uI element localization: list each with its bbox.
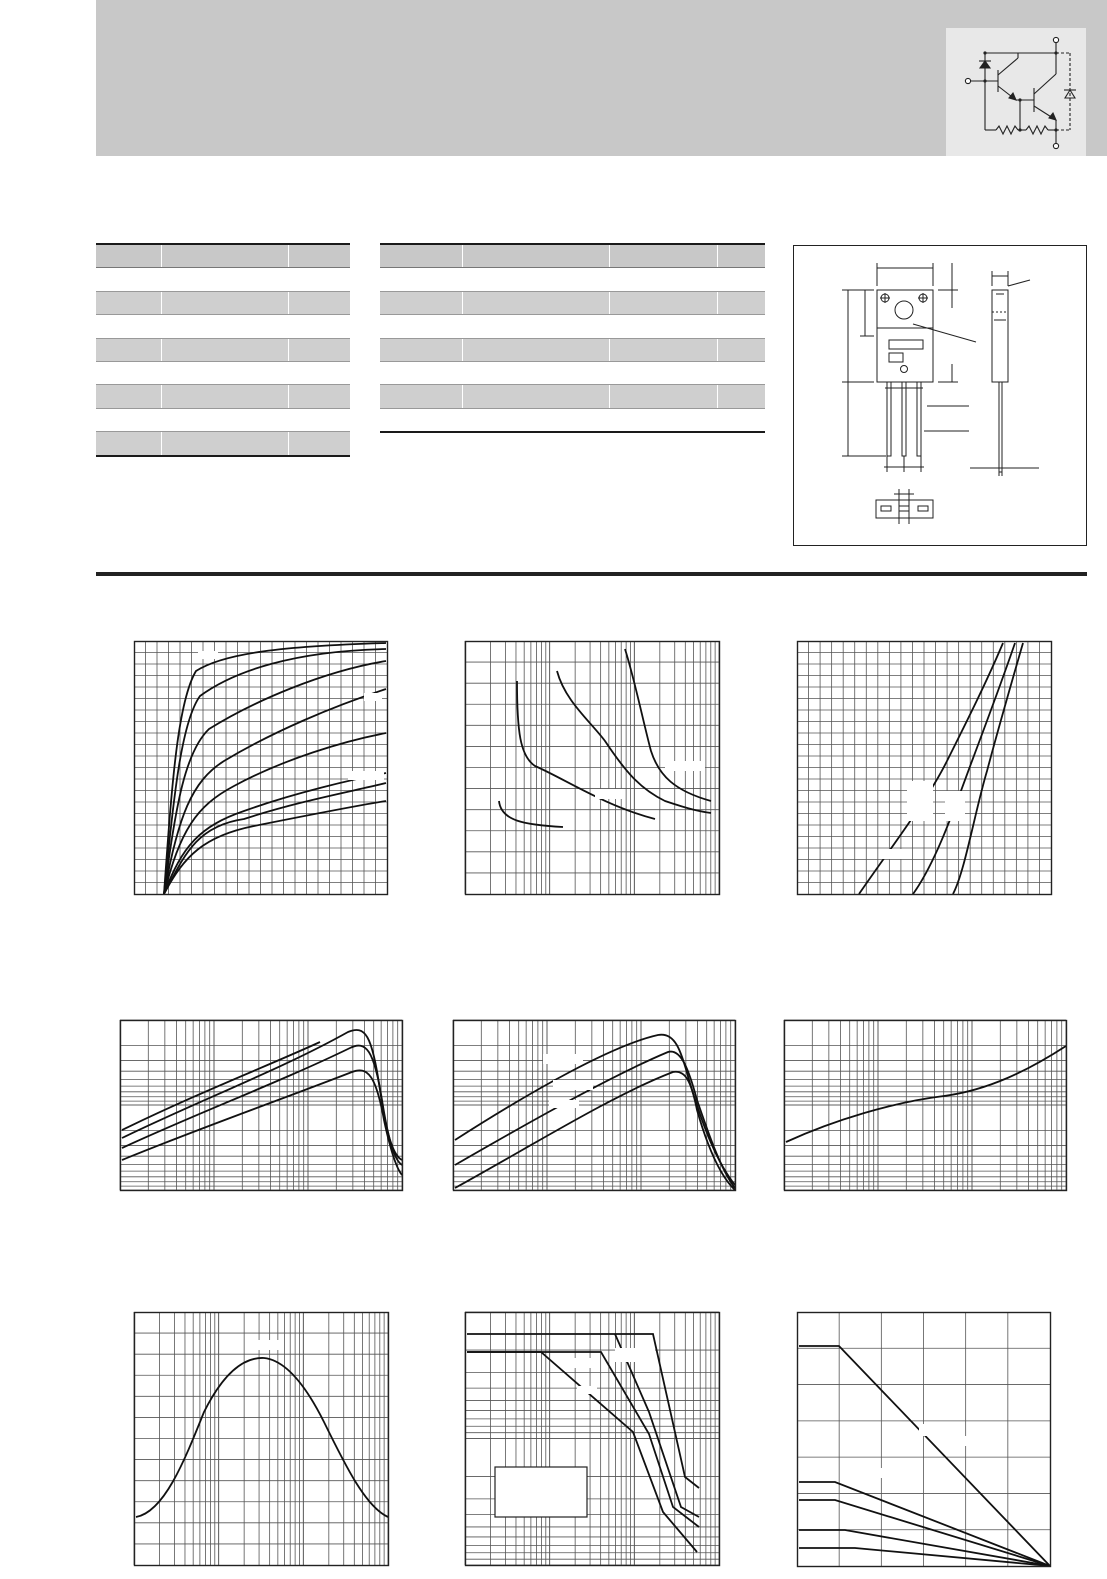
chart-6-frame bbox=[785, 1021, 1067, 1191]
chart-9-curves bbox=[799, 1346, 1050, 1566]
chart-5-curves bbox=[455, 1035, 735, 1190]
chart-9-label-gap bbox=[855, 1468, 893, 1478]
chart-5-label-gap bbox=[553, 1080, 593, 1090]
chart-9-curve bbox=[799, 1482, 1050, 1566]
chart-9-curve bbox=[799, 1500, 1050, 1566]
characteristics-table bbox=[380, 243, 765, 433]
chart-6 bbox=[784, 1020, 1067, 1191]
chart-8-curve bbox=[467, 1334, 699, 1488]
chart-5-label-gap bbox=[549, 1100, 579, 1108]
chart-5-label-gap bbox=[543, 1054, 583, 1064]
chart-4-curve bbox=[122, 1030, 402, 1160]
chart-1-label-gap bbox=[364, 693, 382, 701]
chart-1 bbox=[134, 641, 388, 895]
chart-9-curve bbox=[799, 1346, 1050, 1566]
chart-3-curve bbox=[953, 643, 1023, 894]
chart-2-label-gap bbox=[595, 789, 625, 799]
chart-5-curve bbox=[455, 1052, 735, 1188]
darlington-circuit-icon bbox=[946, 28, 1086, 156]
chart-4-curves bbox=[122, 1030, 402, 1175]
chart-9-label-gap bbox=[959, 1436, 989, 1446]
chart-3 bbox=[797, 641, 1052, 895]
chart-3-curves bbox=[859, 643, 1023, 894]
package-outline-box bbox=[793, 245, 1087, 546]
chart-8-label-gap bbox=[615, 1348, 655, 1362]
chart-3-label-gap bbox=[907, 781, 933, 821]
chart-3-label-gap bbox=[881, 849, 907, 859]
chart-8-label-gap bbox=[565, 1358, 595, 1368]
chart-2-label-gap bbox=[665, 761, 705, 771]
chart-7-curves bbox=[136, 1340, 388, 1517]
to220-package-outline-icon bbox=[794, 246, 1086, 545]
chart-9-label-gap bbox=[919, 1424, 949, 1436]
chart-6-grid bbox=[784, 1020, 1066, 1190]
chart-8-grid bbox=[465, 1312, 719, 1565]
chart-4 bbox=[120, 1020, 403, 1191]
chart-3-label-gap bbox=[945, 791, 965, 821]
chart-2 bbox=[465, 641, 720, 895]
chart-8-note-box bbox=[495, 1467, 587, 1517]
chart-3-curve bbox=[913, 643, 1015, 894]
chart-7-curve bbox=[136, 1358, 388, 1517]
chart-5 bbox=[453, 1020, 736, 1191]
chart-9-frame bbox=[798, 1313, 1051, 1567]
chart-1-label-gap bbox=[198, 651, 218, 659]
chart-1-label-gap bbox=[348, 771, 384, 780]
ratings-table bbox=[96, 243, 350, 457]
chart-7 bbox=[134, 1312, 389, 1566]
chart-9 bbox=[797, 1312, 1051, 1568]
chart-8-curves bbox=[467, 1334, 699, 1552]
section-divider bbox=[96, 572, 1087, 576]
circuit-symbol-box bbox=[946, 28, 1086, 156]
chart-7-label-gap bbox=[250, 1340, 280, 1350]
chart-8-label-gap bbox=[577, 1386, 597, 1394]
chart-7-frame bbox=[135, 1313, 389, 1566]
chart-8 bbox=[465, 1312, 720, 1566]
